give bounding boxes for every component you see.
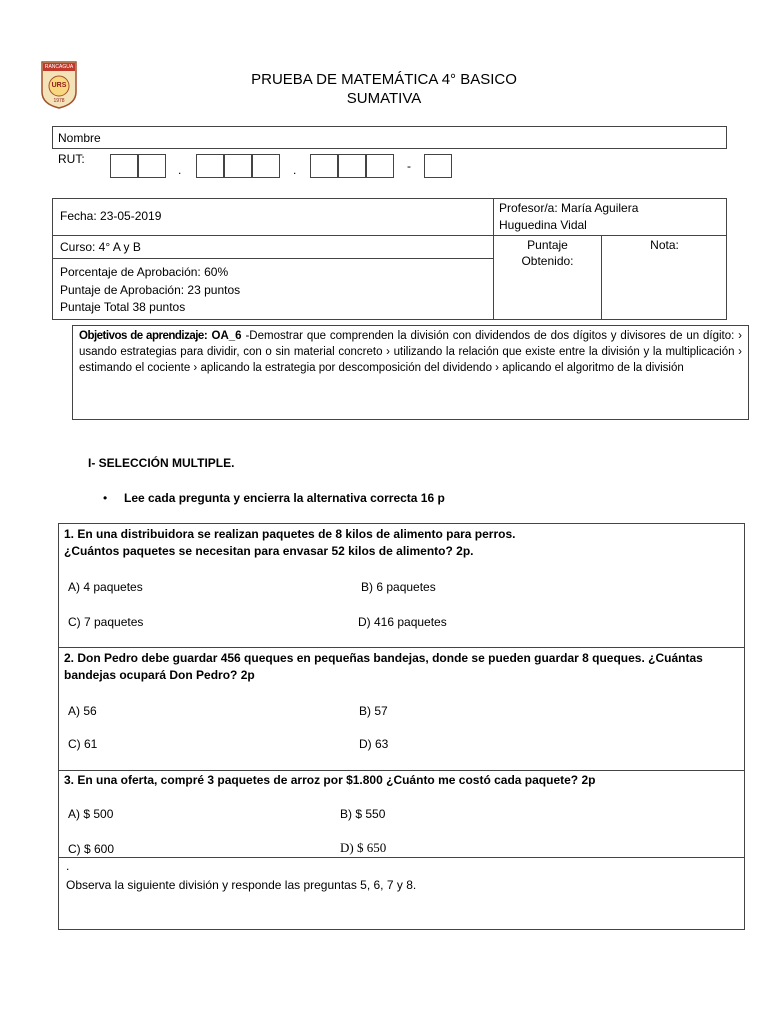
puntaje-total-text: Puntaje Total 38 puntos	[60, 300, 186, 314]
nota-label: Nota:	[650, 238, 679, 252]
objectives-label: Objetivos de aprendizaje	[79, 330, 204, 342]
puntaje-obtenido-label: Puntaje	[527, 238, 568, 252]
rut-dot: .	[178, 163, 182, 177]
page-title: PRUEBA DE MATEMÁTICA 4° BASICO	[251, 71, 517, 88]
objectives-description: -Demostrar que comprenden la división con dividendos de dos dígitos y divisores de un dígito: › usando estrategias para dividir, con o sin material concreto › utilizando la relación que existe entre la división y la multiplicación › estimando el cociente › aplicando la estrategia por descomposición del dividendo › aplicando el algoritmo de la división	[79, 330, 743, 374]
question-2-option-d[interactable]: D) 63	[359, 737, 389, 751]
question-2-line2: bandejas ocupará Don Pedro? 2p	[64, 668, 255, 682]
rut-label: RUT:	[58, 152, 85, 166]
question-1-option-c[interactable]: C) 7 paquetes	[68, 615, 144, 629]
question-2-option-b[interactable]: B) 57	[359, 704, 388, 718]
rut-dash: -	[407, 159, 411, 173]
question-2-line1: 2. Don Pedro debe guardar 456 queques en pequeñas bandejas, donde se pueden guardar 8 queques. ¿Cuántas	[64, 651, 703, 665]
question-1-line2: ¿Cuántos paquetes se necesitan para envasar 52 kilos de alimento? 2p.	[64, 544, 474, 558]
section-instruction: Lee cada pregunta y encierra la alternativa correcta 16 p	[124, 491, 445, 505]
question-3-option-a[interactable]: A) $ 500	[68, 807, 114, 821]
question-2-option-c[interactable]: C) 61	[68, 737, 98, 751]
question-1-option-b[interactable]: B) 6 paquetes	[361, 580, 436, 594]
question-1-line1: 1. En una distribuidora se realizan paquetes de 8 kilos de alimento para perros.	[64, 527, 516, 541]
observa-text: Observa la siguiente división y responde las preguntas 5, 6, 7 y 8.	[66, 878, 417, 892]
logo-top-text: RANCAGUA	[44, 64, 74, 70]
bullet-icon: •	[103, 491, 108, 505]
objectives-code: : OA_6	[203, 330, 242, 342]
question-3-line1: 3. En una oferta, compré 3 paquetes de arroz por $1.800 ¿Cuánto me costó cada paquete? 2p	[64, 773, 596, 787]
page-subtitle: SUMATIVA	[346, 90, 422, 107]
question-1-option-d[interactable]: D) 416 paquetes	[358, 615, 447, 629]
logo-year: 1978	[53, 98, 65, 104]
name-label: Nombre	[58, 131, 101, 145]
profesor-line2: Huguedina Vidal	[499, 218, 587, 232]
question-3-option-c[interactable]: C) $ 600	[68, 842, 115, 856]
objectives-text	[79, 328, 742, 376]
name-field[interactable]	[52, 126, 727, 149]
question-2-option-a[interactable]: A) 56	[68, 704, 97, 718]
fecha-text: Fecha: 23-05-2019	[60, 209, 162, 223]
observa-dot: .	[66, 859, 70, 873]
profesor-line1: Profesor/a: María Aguilera	[499, 201, 639, 215]
question-3-option-d[interactable]: D) $ 650	[340, 840, 387, 855]
question-1-option-a[interactable]: A) 4 paquetes	[68, 580, 143, 594]
question-3-option-b[interactable]: B) $ 550	[340, 807, 386, 821]
rut-dot: .	[293, 163, 297, 177]
puntaje-obtenido-label-2: Obtenido:	[521, 254, 574, 268]
logo-center-text: URS	[51, 82, 67, 89]
curso-text: Curso: 4° A y B	[60, 240, 141, 254]
section-heading: I- SELECCIÓN MULTIPLE.	[88, 456, 235, 470]
puntaje-aprobacion-text: Puntaje de Aprobación: 23 puntos	[60, 283, 241, 297]
porcentaje-text: Porcentaje de Aprobación: 60%	[60, 265, 229, 279]
